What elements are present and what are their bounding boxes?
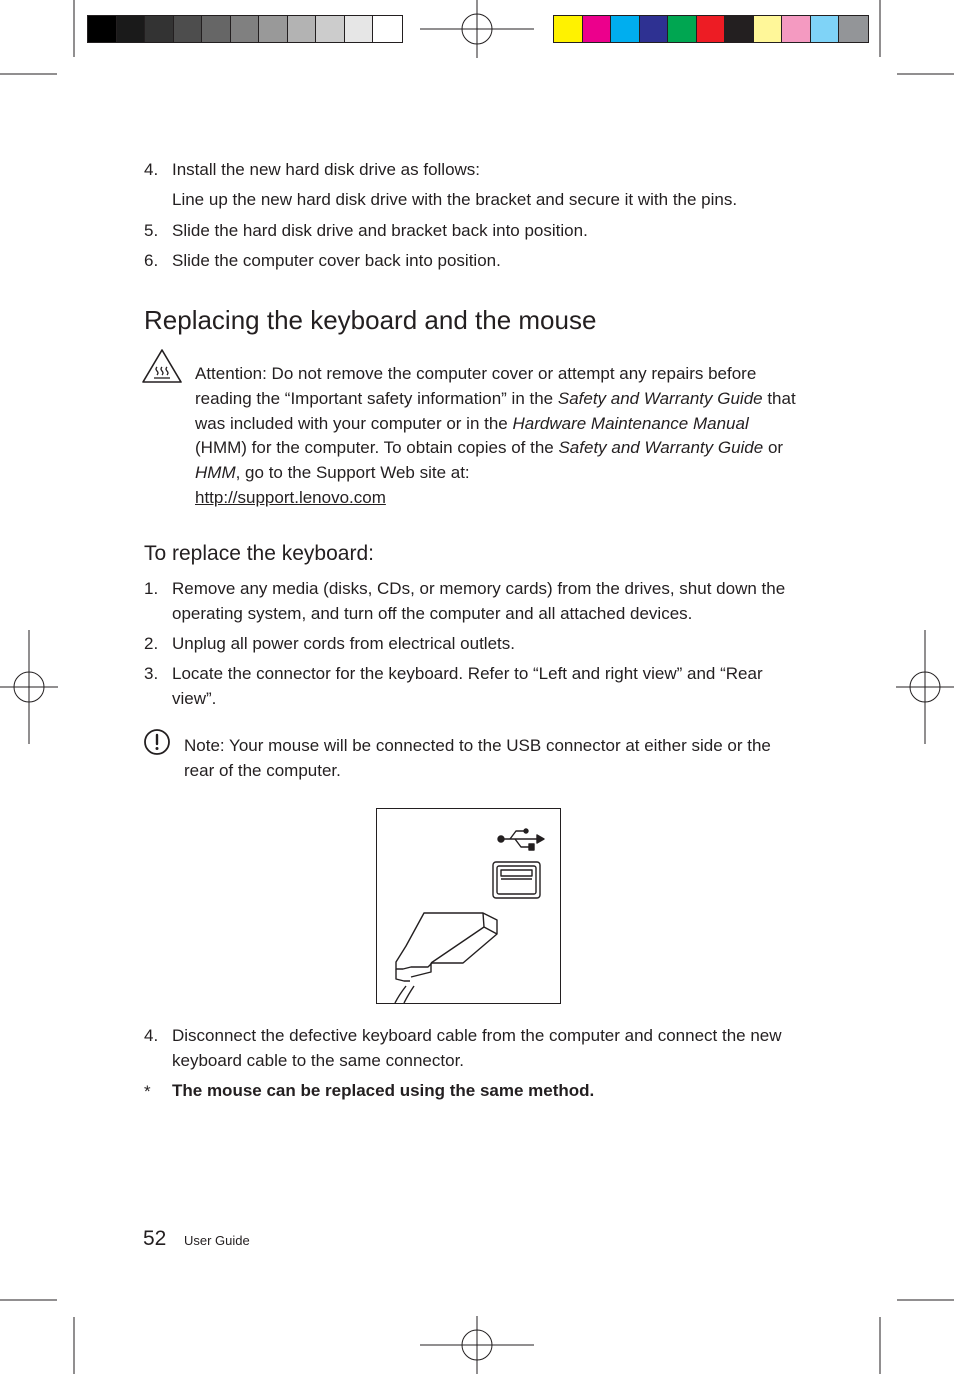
asterisk-mark: * xyxy=(144,1082,151,1101)
doc-title-hmm-abbr: HMM xyxy=(195,463,236,483)
color-swatch xyxy=(754,16,783,42)
attention-text: or xyxy=(763,438,784,458)
step-text: Line up the new hard disk drive with the bracket and secure it with the pins. xyxy=(172,190,738,209)
step-text: Slide the computer cover back into position. xyxy=(172,251,501,270)
step-number: 5. xyxy=(144,221,159,240)
footer-label: User Guide xyxy=(184,1233,250,1248)
step-text: Install the new hard disk drive as follows: xyxy=(172,160,481,179)
attention-text: (HMM) for the computer. To obtain copies of the xyxy=(195,438,559,458)
usb-connector-illustration xyxy=(376,808,561,1004)
color-swatch xyxy=(117,16,146,42)
note-text xyxy=(184,733,804,783)
color-swatch xyxy=(345,16,374,42)
color-swatch xyxy=(316,16,345,42)
hot-surface-warning-icon xyxy=(141,348,183,384)
step-number: 6. xyxy=(144,251,159,270)
color-swatch xyxy=(174,16,203,42)
color-swatch xyxy=(288,16,317,42)
color-swatch xyxy=(202,16,231,42)
step-number: 1. xyxy=(144,579,159,598)
color-calibration-bar xyxy=(553,15,869,43)
color-swatch xyxy=(782,16,811,42)
note-exclamation-icon xyxy=(143,728,171,756)
page-number: 52 xyxy=(143,1227,167,1250)
step-number: 3. xyxy=(144,664,159,683)
section-title: Replacing the keyboard and the mouse xyxy=(144,305,597,335)
color-swatch xyxy=(668,16,697,42)
color-swatch xyxy=(583,16,612,42)
color-swatch xyxy=(725,16,754,42)
attention-text: that was included with your computer or in the xyxy=(195,388,796,433)
color-swatch xyxy=(259,16,288,42)
usb-symbol-icon xyxy=(498,829,544,850)
color-swatch xyxy=(373,16,402,42)
attention-text: , go to the Support Web site at: xyxy=(235,463,470,483)
support-link[interactable]: http://support.lenovo.com xyxy=(195,487,386,507)
usb-port-icon xyxy=(493,862,540,898)
color-swatch xyxy=(88,16,117,42)
usb-plug-icon xyxy=(395,913,497,1003)
attention-text: Do not remove the computer cover or attempt any repairs before reading the “Important safety information” in the xyxy=(195,364,757,408)
grayscale-calibration-bar xyxy=(87,15,403,43)
step-text: Slide the hard disk drive and bracket back into position. xyxy=(172,221,588,240)
note-label: Note: xyxy=(184,736,225,755)
note-body: Your mouse will be connected to the USB connector at either side or the rear of the computer. xyxy=(184,736,771,780)
subheading: To replace the keyboard: xyxy=(144,542,374,565)
mouse-note-text: The mouse can be replaced using the same method. xyxy=(172,1081,595,1100)
color-swatch xyxy=(611,16,640,42)
color-swatch xyxy=(145,16,174,42)
color-swatch xyxy=(640,16,669,42)
step-text: Remove any media (disks, CDs, or memory cards) from the drives, shut down the operating system, and turn off the computer and all attached devices. xyxy=(172,579,786,623)
doc-title-safety: Safety and Warranty Guide xyxy=(557,388,763,408)
step-text: Unplug all power cords from electrical outlets. xyxy=(172,634,515,653)
color-swatch xyxy=(231,16,260,42)
step-number: 4. xyxy=(144,160,159,179)
color-swatch xyxy=(839,16,868,42)
step-number: 2. xyxy=(144,634,159,653)
step-text: Disconnect the defective keyboard cable from the computer and connect the new keyboard cable to the same connector. xyxy=(172,1026,782,1070)
step-number: 4. xyxy=(144,1026,159,1045)
step-text: Locate the connector for the keyboard. Refer to “Left and right view” and “Rear view”. xyxy=(172,664,763,708)
color-swatch xyxy=(811,16,840,42)
color-swatch xyxy=(554,16,583,42)
attention-notice xyxy=(195,362,805,511)
doc-title-safety: Safety and Warranty Guide xyxy=(558,438,764,458)
color-swatch xyxy=(697,16,726,42)
attention-label: Attention: xyxy=(195,364,267,383)
doc-title-hmm: Hardware Maintenance Manual xyxy=(512,413,749,433)
